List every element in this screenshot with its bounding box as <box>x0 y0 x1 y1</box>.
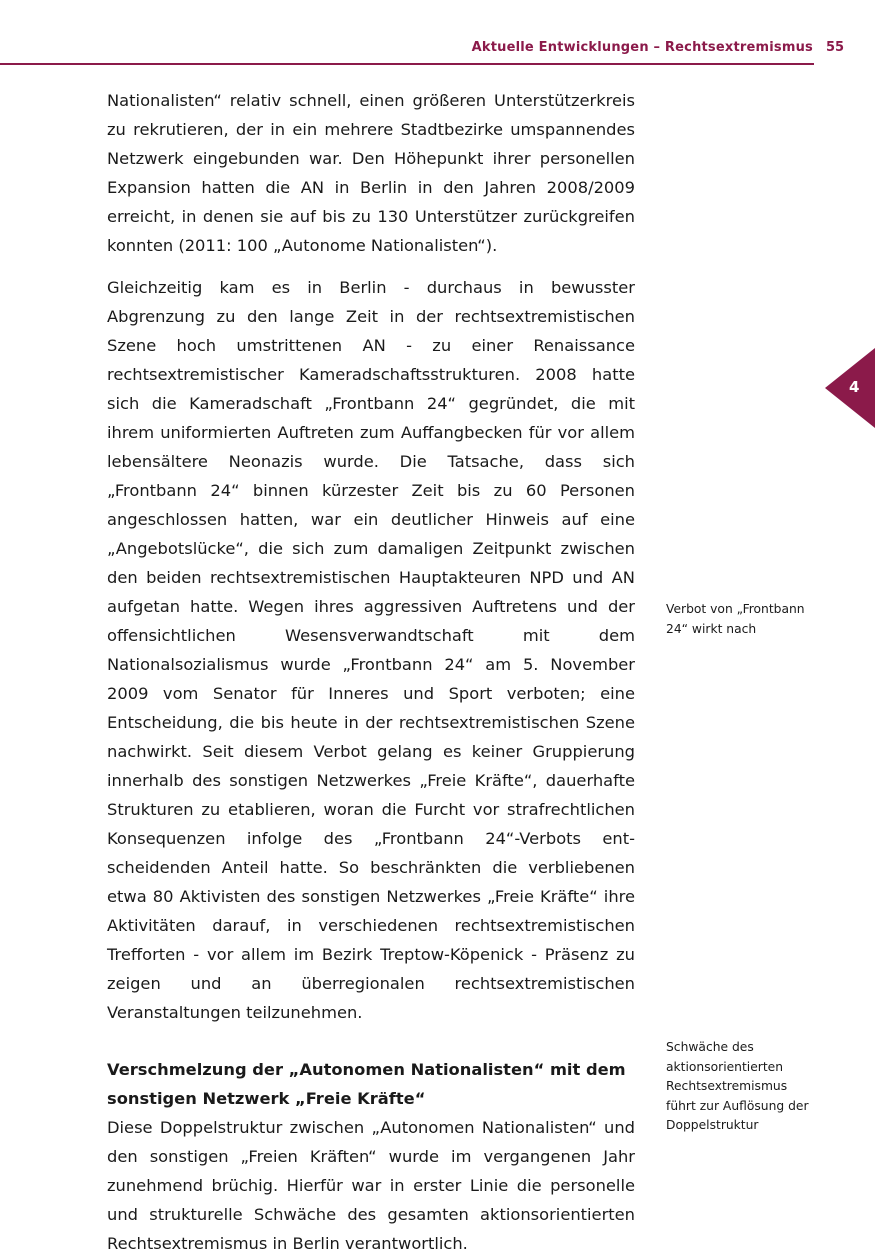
running-header-title: Aktuelle Entwicklungen – Rechtsextremismus <box>471 40 813 55</box>
main-text-column <box>107 86 635 1258</box>
body-paragraph-3: Diese Doppelstruktur zwischen „Autonomen Nationalisten“ und den sonstigen „Freien Kräften“ wurde im vergangenen Jahr zunehmend brüchig. Hierfür war in erster Linie die personelle und strukturelle Schwäche des gesamten aktionsorientierten Rechtsextremismus in Berlin verantwortlich. <box>107 1118 635 1253</box>
body-paragraph-2: Gleichzeitig kam es in Berlin - durchaus in bewusster Abgrenzung zu den lange Zeit in der rechtsextremistischen Szene hoch umstrittenen AN - zu einer Renaissance rechtsextremistischer Kameradschaftsstrukturen. 2008 hatte sich die Kameradschaft „Frontbann 24“ gegründet, die mit ihrem uniformierten Auftreten zum Auffangbecken für vor allem lebensältere Neonazis wurde. Die Tatsache, dass sich „Frontbann 24“ binnen kürzester Zeit bis zu 60 Personen angeschlossen hatten, war ein deutlicher Hinweis auf eine „Angebotslücke“, die sich zum damaligen Zeitpunkt zwischen den beiden rechtsextremistischen Hauptakteuren NPD und AN aufgetan hatte. Wegen ihres aggressiven Auftretens und der offensichtlichen Wesensverwandtschaft mit dem Nationalsozialismus wurde „Frontbann 24“ am 5. November 2009 vom Senator für Inneres und Sport verboten; eine Entscheidung, die bis heute in der rechtsextremistischen Szene nachwirkt. Seit diesem Verbot gelang es keiner Gruppierung innerhalb des sonstigen Netzwerkes „Freie Kräfte“, dauerhafte Strukturen zu etablieren, woran die Furcht vor strafrechtlichen Konsequenzen infolge des „Frontbann 24“-Verbots entscheidenden Anteil hatte. So beschränkten die verbliebenen etwa 80 Aktivisten des sonstigen Netzwerkes „Freie Kräfte“ ihre Aktivitäten darauf, in verschiedenen rechtsextremistischen Trefforten - vor allem im Bezirk Treptow-Köpenick - Präsenz zu zeigen und an überregionalen rechtsextremistischen Veranstaltungen teilzunehmen. <box>107 278 635 1022</box>
margin-note-doppelstruktur: Schwäche des aktionsorientierten Rechtsextremismus führt zur Auflösung der Doppelstruktur <box>666 1040 809 1132</box>
chapter-number: 4 <box>849 378 860 396</box>
header-divider <box>0 63 814 65</box>
body-paragraph-1: Nationalisten“ relativ schnell, einen größeren Unterstützerkreis zu rekrutieren, der in ein mehrere Stadtbezirke umspannendes Netzwerk eingebunden war. Den Höhepunkt ihrer personellen Expansion hatten die AN in Berlin in den Jahren 2008/2009 erreicht, in denen sie auf bis zu 130 Unterstützer zurückgreifen konnten (2011: 100 „Autonome Nationalisten“). <box>107 91 635 255</box>
page-number: 55 <box>826 40 845 55</box>
margin-note-frontbann: Verbot von „Frontbann 24“ wirkt nach <box>666 602 805 636</box>
section-heading: Verschmelzung der „Autonomen Nationalisten“ mit dem sonstigen Netzwerk „Freie Kräfte“ <box>107 1060 626 1108</box>
